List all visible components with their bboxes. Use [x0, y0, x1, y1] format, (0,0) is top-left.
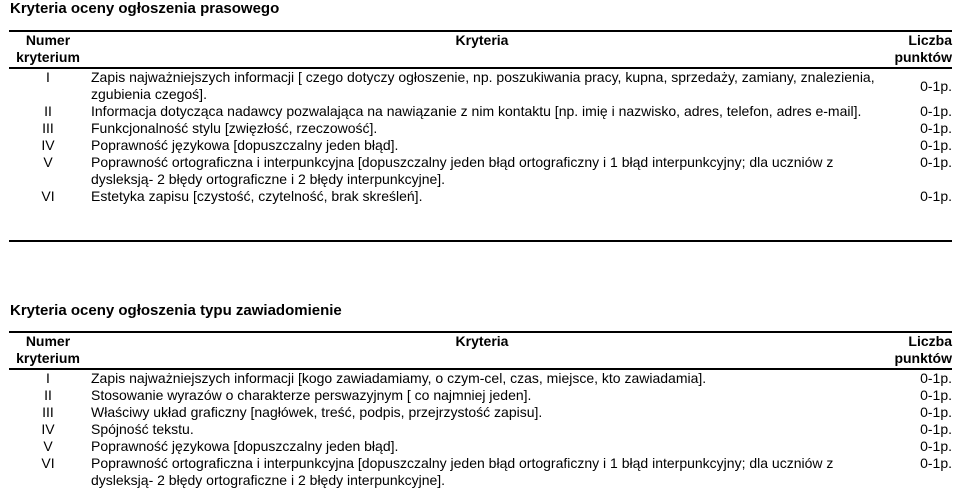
section1-title: Kryteria oceny ogłoszenia prasowego [10, 0, 280, 17]
section2-row-points: 0-1p. [920, 404, 952, 420]
section2-header-points [877, 333, 952, 369]
section2-header-criteria: Kryteria [455, 333, 509, 349]
section1-header-points-line1: Liczba [908, 32, 952, 48]
section2-row [9, 404, 952, 421]
section1-row-points: 0-1p. [920, 188, 952, 204]
section1-row-text: Estetyka zapisu [czystość, czytelność, brak skreśleń]. [91, 188, 423, 204]
section2-row-number: II [44, 387, 52, 403]
section2-header-number-line2: kryterium [16, 350, 80, 366]
section1-row-number: IV [41, 137, 55, 153]
section1-header-number-line1: Numer [25, 32, 71, 48]
section2-row-text: Poprawność językowa [dopuszczalny jeden błąd]. [91, 438, 399, 454]
section2-row-points: 0-1p. [920, 438, 952, 454]
section1-row-number: I [46, 69, 50, 85]
section1-header-points [877, 32, 952, 68]
section1-header-criteria: Kryteria [455, 32, 509, 48]
section1-header-number [9, 32, 87, 68]
section2-row-points: 0-1p. [920, 387, 952, 403]
section2-row-points: 0-1p. [920, 370, 952, 386]
section1-header-row [9, 32, 952, 68]
section1-row-points: 0-1p. [920, 154, 952, 170]
section1-row [9, 120, 952, 137]
section2-row-number: VI [41, 455, 55, 471]
section1-row-text: Informacja dotycząca nadawcy pozwalająca na nawiązanie z nim kontaktu [np. imię i nazwisko, adres, telefon, adres e-mail]. [91, 103, 862, 119]
section1-bottom-border [9, 240, 952, 242]
section1-row [9, 68, 952, 103]
section2-row-number: III [42, 404, 54, 420]
section1-row-number: VI [41, 188, 55, 204]
section2-row [9, 387, 952, 404]
section2-row-points: 0-1p. [920, 421, 952, 437]
section1-row-points: 0-1p. [920, 120, 952, 136]
section2-row-points: 0-1p. [920, 455, 952, 471]
section2-row-text: Poprawność ortograficzna i interpunkcyjna [dopuszczalny jeden błąd ortograficzny i 1 błąd interpunkcyjny; dla uczniów z dysleksją- 2 błędy ortograficzne i 2 błędy interpunkcyjne]. [91, 455, 834, 488]
section1-row-number: III [42, 120, 54, 136]
section2-row-text: Właściwy układ graficzny [nagłówek, treść, podpis, przejrzystość zapisu]. [91, 404, 543, 420]
section2-row [9, 369, 952, 387]
section1-row [9, 154, 952, 188]
section2-row-text: Spójność tekstu. [91, 421, 194, 437]
section1-row [9, 188, 952, 205]
section1-header-number-line2: kryterium [16, 49, 80, 65]
section2-row-number: IV [41, 421, 55, 437]
section2-row-text: Stosowanie wyrazów o charakterze perswazyjnym [ co najmniej jeden]. [91, 387, 532, 403]
section1-row-number: V [43, 154, 53, 170]
section2-header-points-line2: punktów [894, 350, 952, 366]
section1-row-text: Funkcjonalność stylu [zwięzłość, rzeczowość]. [91, 120, 378, 136]
section2-criteria-table [9, 333, 952, 489]
section2-header-points-line1: Liczba [908, 333, 952, 349]
section2-header-number-line1: Numer [25, 333, 71, 349]
section1-criteria-table [9, 32, 952, 205]
section2-title: Kryteria oceny ogłoszenia typu zawiadomienie [10, 302, 342, 319]
section1-row-text: Poprawność ortograficzna i interpunkcyjna [dopuszczalny jeden błąd ortograficzny i 1 błąd interpunkcyjny; dla uczniów z dysleksją- 2 błędy ortograficzne i 2 błędy interpunkcyjne]. [91, 154, 834, 187]
section1-row-points: 0-1p. [920, 77, 952, 94]
section1-row [9, 103, 952, 120]
section1-row-points: 0-1p. [920, 103, 952, 119]
section2-header-row [9, 333, 952, 369]
section1-row-number: II [44, 103, 52, 119]
section2-row [9, 438, 952, 455]
section1-row-text: Poprawność językowa [dopuszczalny jeden błąd]. [91, 137, 399, 153]
section2-header-number [9, 333, 87, 369]
section2-row [9, 421, 952, 438]
section2-row-number: I [46, 370, 50, 386]
section1-row-text: Zapis najważniejszych informacji [ czego dotyczy ogłoszenie, np. poszukiwania pracy, kupna, sprzedaży, zamiany, znalezienia, zgubienia czegoś]. [91, 69, 875, 102]
section2-row-text: Zapis najważniejszych informacji [kogo zawiadamiamy, o czym-cel, czas, miejsce, kto zawiadamia]. [91, 370, 707, 386]
section1-header-points-line2: punktów [894, 49, 952, 65]
section2-row-number: V [43, 438, 53, 454]
section1-row-points: 0-1p. [920, 137, 952, 153]
section1-row [9, 137, 952, 154]
section2-row [9, 455, 952, 489]
